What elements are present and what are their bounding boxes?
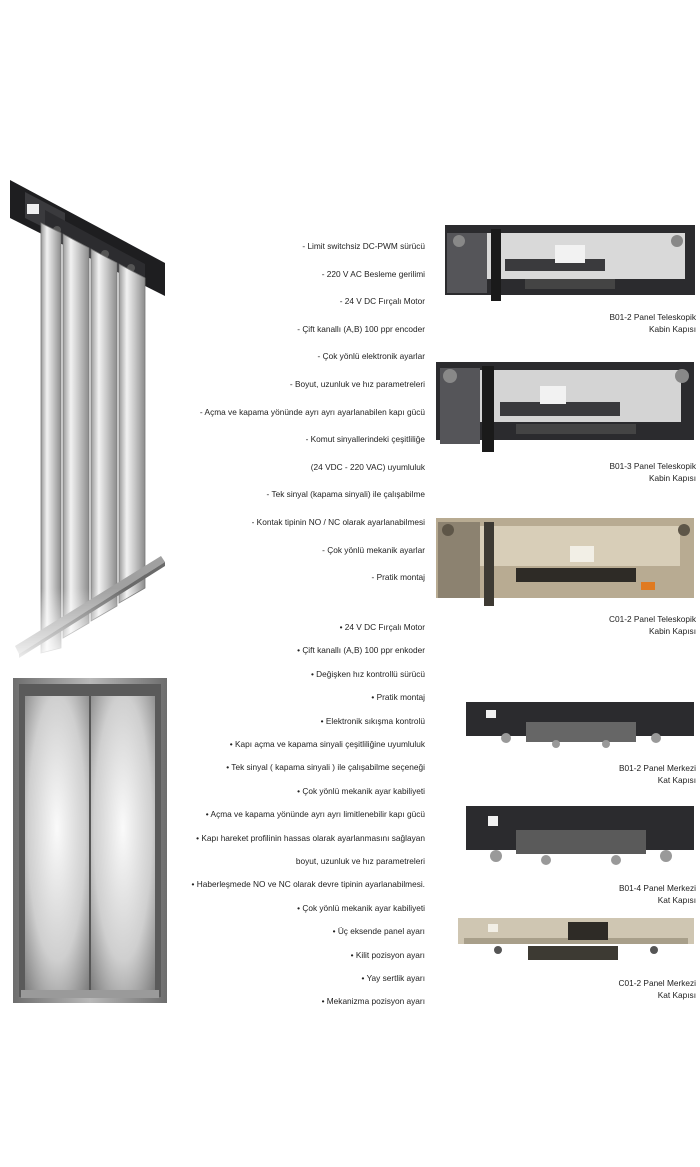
feature-item: • Haberleşmede NO ve NC olarak devre tipinin ayarlanabilmesi.	[191, 879, 425, 890]
telescopic-door-image	[5, 178, 170, 668]
feature-item: - Pratik montaj	[371, 572, 425, 583]
feature-item: • Kapı açma ve kapama sinyali çeşitliliğine uyumluluk	[229, 739, 425, 749]
feature-item: - Komut sinyallerindeki çeşitliliğe	[305, 434, 425, 445]
feature-item: • Kilit pozisyon ayarı	[350, 949, 425, 960]
feature-item: - Çok yönlü elektronik ayarlar	[317, 351, 425, 362]
product-caption	[506, 311, 696, 335]
product-type: Kat Kapısı	[657, 775, 696, 785]
feature-item: - Boyut, uzunluk ve hız parametreleri	[289, 379, 425, 389]
feature-item: • Üç eksende panel ayarı	[332, 926, 425, 937]
feature-item: - 220 V AC Besleme gerilimi	[321, 268, 425, 279]
feature-item: • Kapı hareket profilinin hassas olarak ayarlanmasını sağlayan	[196, 832, 425, 843]
b01-4-central-landing-operator-image	[466, 806, 694, 870]
feature-item: • Mekanizma pozisyon ayarı	[321, 996, 425, 1007]
landing-door-image	[13, 678, 167, 1003]
feature-item: • Tek sinyal ( kapama sinyali ) ile çalışabilme seçeneği	[226, 762, 425, 773]
feature-item: - Kontak tipinin NO / NC olarak ayarlanabilmesi	[251, 517, 425, 527]
product-type: Kat Kapısı	[657, 990, 696, 1000]
feature-item: - Limit switchsiz DC-PWM sürücü	[302, 241, 425, 251]
feature-item: • Çok yönlü mekanik ayar kabiliyeti	[297, 785, 425, 796]
feature-item: - Çift kanallı (A,B) 100 ppr encoder	[297, 323, 425, 334]
feature-item: • Yay sertlik ayarı	[361, 973, 425, 983]
feature-item: (24 VDC - 220 VAC) uyumluluk	[310, 461, 425, 472]
product-type: Kabin Kapısı	[648, 473, 696, 483]
product-model-name: B01-4 Panel Merkezi	[618, 883, 696, 893]
product-model-name: B01-2 Panel Teleskopik	[609, 312, 696, 322]
c01-2-central-landing-operator-image	[458, 918, 694, 968]
product-type: Kabin Kapısı	[648, 626, 696, 636]
feature-item: - 24 V DC Fırçalı Motor	[339, 296, 425, 307]
feature-item: - Tek sinyal (kapama sinyali) ile çalışabilme	[266, 489, 425, 500]
product-type: Kabin Kapısı	[648, 324, 696, 334]
product-caption	[506, 613, 696, 637]
b01-2-telescopic-operator-image	[445, 225, 695, 305]
feature-item: • Elektronik sıkışma kontrolü	[320, 715, 425, 726]
feature-item: • Pratik montaj	[371, 692, 425, 703]
feature-item: - Çok yönlü mekanik ayarlar	[322, 544, 425, 555]
feature-item: • Çift kanallı (A,B) 100 ppr enkoder	[297, 645, 425, 656]
feature-item: • Çok yönlü mekanik ayar kabiliyeti	[297, 902, 425, 913]
b01-2-central-landing-operator-image	[466, 702, 694, 750]
product-caption	[506, 762, 696, 786]
b01-3-telescopic-operator-image	[436, 362, 694, 456]
product-model-name: B01-3 Panel Teleskopik	[609, 461, 696, 471]
feature-item: boyut, uzunluk ve hız parametreleri	[295, 856, 425, 866]
c01-2-telescopic-operator-image	[436, 518, 694, 608]
feature-item: • Açma ve kapama yönünde ayrı ayrı limitlenebilir kapı gücü	[205, 809, 425, 820]
feature-item: • Değişken hız kontrollü sürücü	[310, 668, 425, 679]
product-model-name: C01-2 Panel Merkezi	[618, 978, 696, 988]
product-caption	[506, 977, 696, 1001]
product-caption	[506, 882, 696, 906]
product-caption	[506, 460, 696, 484]
product-model-name: B01-2 Panel Merkezi	[618, 763, 696, 773]
product-type: Kat Kapısı	[657, 895, 696, 905]
feature-item: • 24 V DC Fırçalı Motor	[339, 622, 425, 632]
product-model-name: C01-2 Panel Teleskopik	[608, 614, 696, 624]
feature-item: - Açma ve kapama yönünde ayrı ayrı ayarlanabilen kapı gücü	[199, 406, 425, 417]
